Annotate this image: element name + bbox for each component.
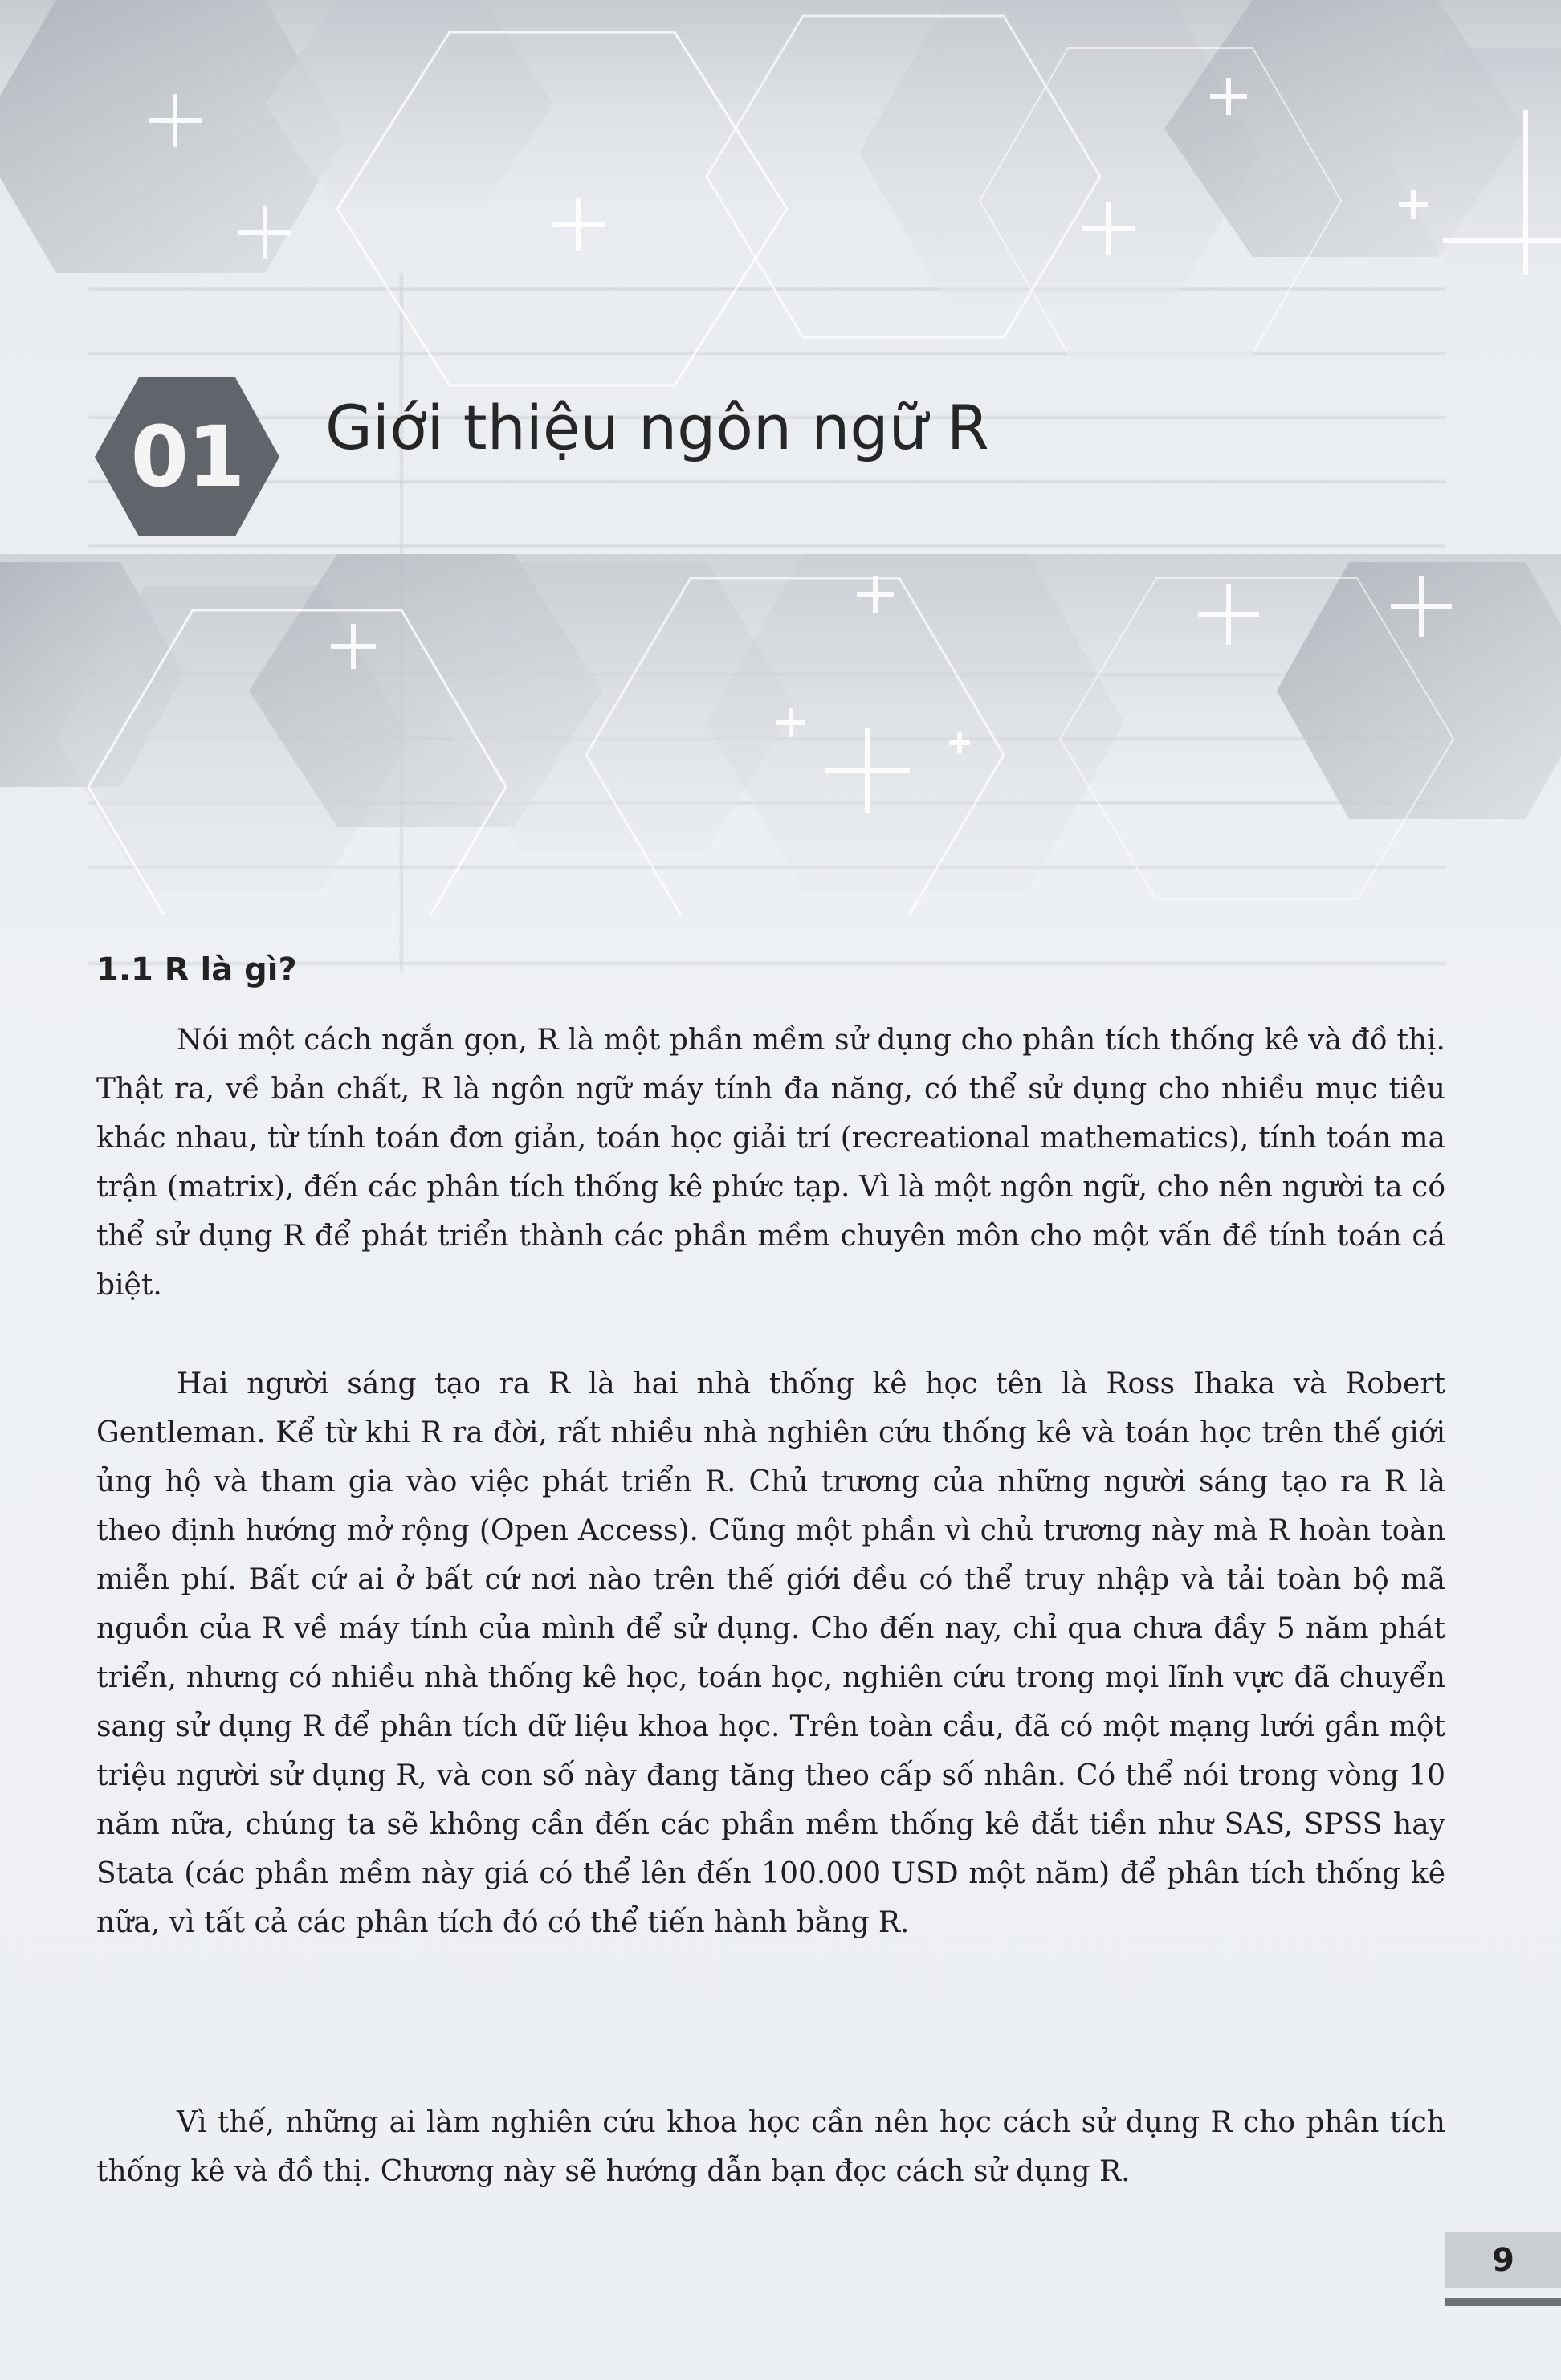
page-number-rule (1445, 2298, 1561, 2306)
section-heading: 1.1 R là gì? (96, 952, 297, 988)
page-number: 9 (1445, 2232, 1561, 2288)
body-paragraph-2: Hai người sáng tạo ra R là hai nhà thống kê học tên là Ross Ihaka và Robert Gentleman. Kể từ khi R ra đời, rất nhiều nhà nghiên cứu thống kê và toán học trên thế giới ủng hộ và tham gia vào việc phát triển R. Chủ trương của những người sáng tạo ra R là theo định hướng mở rộng (Open Access). Cũng một phần vì chủ trương này mà R hoàn toàn miễn phí. Bất cứ ai ở bất cứ nơi nào trên thế giới đều có thể truy nhập và tải toàn bộ mã nguồn của R về máy tính của mình để sử dụng. Cho đến nay, chỉ qua chưa đầy 5 năm phát triển, nhưng có nhiều nhà thống kê học, toán học, nghiên cứu trong mọi lĩnh vực đã chuyển sang sử dụng R để phân tích dữ liệu khoa học. Trên toàn cầu, đã có một mạng lưới gần một triệu người sử dụng R, và con số này đang tăng theo cấp số nhân. Có thể nói trong vòng 10 năm nữa, chúng ta sẽ không cần đến các phần mềm thống kê đắt tiền như SAS, SPSS hay Stata (các phần mềm này giá có thể lên đến 100.000 USD một năm) để phân tích thống kê nữa, vì tất cả các phân tích đó có thể tiến hành bằng R. (96, 1367, 1445, 1939)
body-paragraph-3: Vì thế, những ai làm nghiên cứu khoa học cần nên học cách sử dụng R cho phân tích thống kê và đồ thị. Chương này sẽ hướng dẫn bạn đọc cách sử dụng R. (96, 2106, 1445, 2188)
chapter-title: Giới thiệu ngôn ngữ R (325, 392, 989, 463)
body-paragraph-1: Nói một cách ngắn gọn, R là một phần mềm sử dụng cho phân tích thống kê và đồ thị. Thật ra, về bản chất, R là ngôn ngữ máy tính đa năng, có thể sử dụng cho nhiều mục tiêu khác nhau, từ tính toán đơn giản, toán học giải trí (recreational mathematics), tính toán ma trận (matrix), đến các phân tích thống kê phức tạp. Vì là một ngôn ngữ, cho nên người ta có thể sử dụng R để phát triển thành các phần mềm chuyên môn cho một vấn đề tính toán cá biệt. (96, 1024, 1445, 1302)
chapter-number: 01 (130, 408, 244, 506)
